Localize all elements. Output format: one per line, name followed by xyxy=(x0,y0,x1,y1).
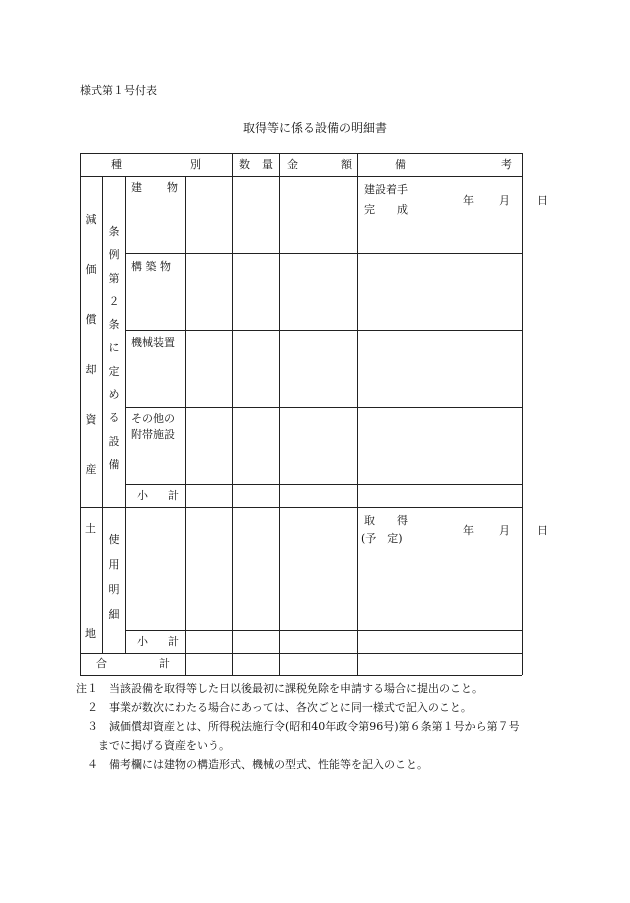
remark-year-2: 年 xyxy=(463,524,474,537)
header-remarks-right: 考 xyxy=(501,158,512,171)
header-amount-left: 金 xyxy=(287,158,298,171)
row-building-b: 物 xyxy=(167,181,178,194)
header-quantity-right: 量 xyxy=(262,158,273,171)
notes xyxy=(76,679,520,774)
remark-month-1: 月 xyxy=(499,194,510,207)
note-3-continued: までに掲げる資産をいう。 xyxy=(76,739,230,752)
row-other-2: 附帯施設 xyxy=(131,428,175,441)
note-4: ４ 備考欄には建物の構造形式、機械の型式、性能等を記入のこと。 xyxy=(76,758,428,771)
header-quantity-left: 数 xyxy=(239,158,250,171)
header-kind-right: 別 xyxy=(190,158,201,171)
use-detail-label: 使 用 明 細 xyxy=(108,533,120,621)
remark-month-2: 月 xyxy=(499,524,510,537)
row-building-a: 建 xyxy=(131,181,142,194)
document-title: 取得等に係る設備の明細書 xyxy=(242,121,387,135)
note-3: ３ 減価償却資産とは、所得税法施行令(昭和40年政令第96号)第６条第１号から第７号 xyxy=(76,720,520,733)
remark-day-1: 日 xyxy=(537,194,548,207)
row-subtotal-a: 小 xyxy=(137,489,148,502)
land-bottom: 地 xyxy=(85,627,96,640)
total-left: 合 xyxy=(96,657,107,670)
land-top: 土 xyxy=(85,522,96,535)
note-2: ２ 事業が数次にわたる場合にあっては、各次ごとに同一様式で記入のこと。 xyxy=(76,701,472,714)
header-amount-right: 額 xyxy=(341,158,352,171)
remark-planned: (予 定) xyxy=(361,532,403,545)
row-machinery: 機械装置 xyxy=(131,336,175,349)
depreciable-asset-label: 減 価 償 却 資 産 xyxy=(85,213,97,476)
note-1: 注１ 当該設備を取得等した日以後最初に課税免除を申請する場合に提出のこと。 xyxy=(76,682,483,695)
row-structure: 構 築 物 xyxy=(131,260,171,273)
remark-acquisition-a: 取 xyxy=(364,514,375,527)
remark-construction-start: 建設着手 xyxy=(364,183,408,196)
remark-completion-a: 完 xyxy=(364,203,375,216)
header-kind-left: 種 xyxy=(111,158,122,171)
form-number: 様式第１号付表 xyxy=(80,84,157,97)
remark-completion-b: 成 xyxy=(397,203,408,216)
remark-acquisition-b: 得 xyxy=(397,514,408,527)
land-subtotal-a: 小 xyxy=(137,635,148,648)
land-subtotal-b: 計 xyxy=(168,635,179,648)
row-subtotal-b: 計 xyxy=(168,489,179,502)
ordinance-equipment-label: 条 例 第 ２ 条 に 定 め る 設 備 xyxy=(108,225,120,471)
remark-day-2: 日 xyxy=(537,524,548,537)
total-right: 計 xyxy=(159,657,170,670)
row-other-1: その他の xyxy=(131,412,175,425)
header-remarks-left: 備 xyxy=(395,158,406,171)
remark-year-1: 年 xyxy=(463,194,474,207)
